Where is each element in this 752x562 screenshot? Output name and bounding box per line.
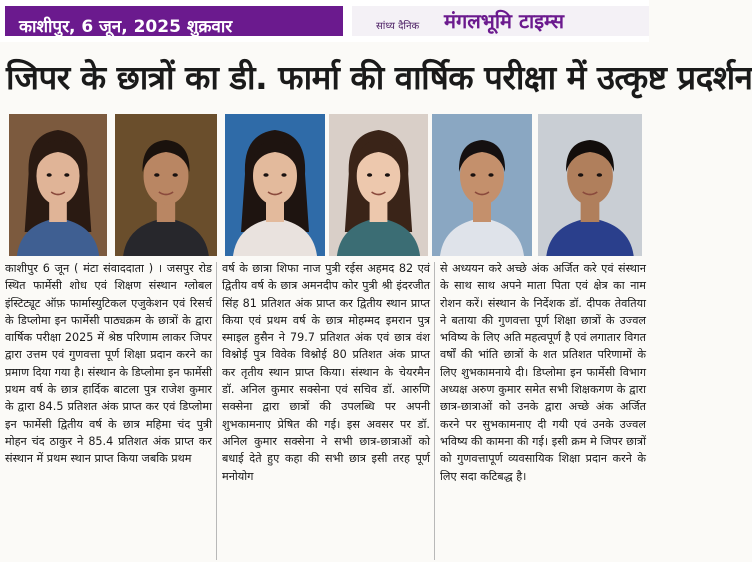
- eye: [578, 173, 583, 177]
- eye: [385, 173, 390, 177]
- eye: [597, 173, 602, 177]
- student-photo-2: [115, 114, 217, 256]
- eye: [470, 173, 475, 177]
- student-photo-4: [329, 114, 428, 256]
- eye: [367, 173, 372, 177]
- eye: [488, 173, 493, 177]
- student-photo-6: [538, 114, 642, 256]
- eye: [281, 173, 286, 177]
- eye: [263, 173, 268, 177]
- article-column-3: से अध्ययन करे अच्छे अंक अर्जित करे एवं संस्थान के साथ साथ अपने माता पिता एवं क्षेत्र का नाम रोशन करें। संस्थान के निर्देशक डॉ. दीपक तेवतिया ने बताया की गुणवत्ता पूर्ण शिक्षा छात्रों के उज्वल भविष्य के लिए अति महत्वपूर्ण है एवं लगातार विगत वर्षों की भांति छात्रों के शत प्रतिशत परिणामों के लिए शुभकामनाये दी। डिप्लोमा इन फार्मेसी विभाग अध्यक्ष अरुण कुमार समेत सभी शिक्षकगण के द्वारा छात्र-छात्राओं को उनके द्वारा अच्छे अंक अर्जित करने पर सुभकामनाए दी गयी एवं उनके उज्वल भविष्य की कामना की गई। इसी क्रम मे जिपर छात्रों को गुणवत्तापूर्ण व्यवसायिक शिक्षा प्रदान करने के लिए सदा कटिबद्ध है।: [440, 262, 647, 483]
- masthead: [0, 0, 649, 42]
- paper-tagline: सांध्य दैनिक: [376, 21, 420, 32]
- eye: [64, 173, 69, 177]
- student-photo-1: [9, 114, 107, 256]
- paper-title-banner: [352, 6, 649, 36]
- date-banner: [5, 6, 343, 36]
- column-divider: [434, 262, 435, 560]
- paper-name: मंगलभूमि टाइम्स: [444, 9, 565, 33]
- eye: [154, 173, 159, 177]
- student-photo-3: [225, 114, 325, 256]
- eye: [173, 173, 178, 177]
- eye: [47, 173, 52, 177]
- article-headline: जिपर के छात्रों का डी. फार्मा की वार्षिक परीक्षा में उत्कृष्ट प्रदर्शन: [6, 58, 752, 97]
- student-photo-5: [432, 114, 532, 256]
- article-column-1: काशीपुर 6 जून ( मंटा संवाददाता ) । जसपुर रोड स्थित फार्मेसी शोध एवं शिक्षण संस्थान ग्लोबल इंस्टिट्यूट ऑफ़ फार्मास्युटिकल एजुकेशन एवं रिसर्च के डिप्लोमा इन फार्मेसी पाठ्यक्रम के छात्रों के द्वारा वार्षिक परीक्षा 2025 में श्रेष्ठ परिणाम लाकर जिपर द्वारा उत्तम एवं गुणवत्ता पूर्ण शिक्षा प्रदान करने का प्रमाण दिया गया है। संस्थान के डिप्लोमा इन फार्मेसी प्रथम वर्ष के छात्र हार्दिक बाटला पुत्र राजेश कुमार के द्वारा 84.5 प्रतिशत अंक प्राप्त कर एवं डिप्लोमा इन फार्मेसी द्वितीय वर्ष के छात्र महिमा चंद पुत्री मोहन चंद ठाकुर ने 85.4 प्रतिशत अंक प्राप्त कर संस्थान में प्रथम स्थान प्राप्त किया जबकि प्रथम: [5, 262, 212, 466]
- column-divider: [216, 262, 217, 560]
- article-column-2: वर्ष के छात्रा शिफा नाज पुत्री रईस अहमद 82 एवं द्वितीय वर्ष के छात्र अमनदीप कोर पुत्री श्री इंदरजीत सिंह 81 प्रतिशत अंक प्राप्त कर द्वितीय स्थान प्राप्त किया एवं प्रथम वर्ष के छात्र मोहम्मद इमरान पुत्र स्माइल हुसैन ने 79.7 प्रतिशत अंक एवं छात्र वंश विश्नोई पुत्र विवेक विश्नोई 80 प्रतिशत अंक प्राप्त कर तृतीय स्थान प्राप्त किया। संस्थान के चेयरमैन डॉ. अनिल कुमार सक्सेना एवं सचिव डॉ. आरुणि सक्सेना द्वारा छात्रों की उपलब्धि पर अपनी शुभकामनाए प्रेषित की गई। इस अवसर पर डॉ. अनिल कुमार सक्सेना ने सभी छात्र-छात्राओं को बधाई देते हुए कहा की सभी छात्र इसी तरह पूर्ण मनोयोग: [222, 262, 430, 483]
- issue-date: काशीपुर, 6 जून, 2025 शुक्रवार: [19, 17, 233, 37]
